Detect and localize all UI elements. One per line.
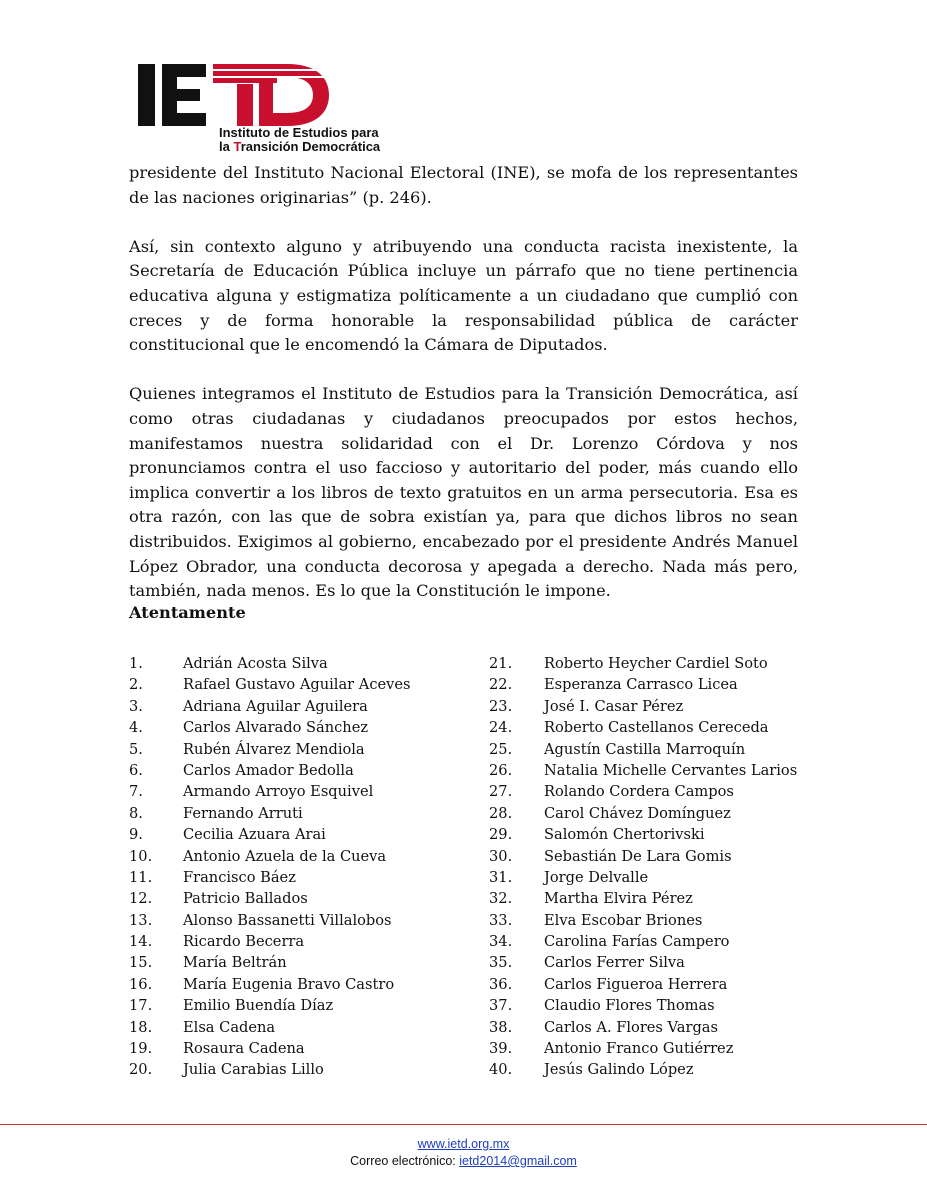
signatory-number: 40. (489, 1061, 513, 1079)
paragraph: Quienes integramos el Instituto de Estudios para la Transición Democrática, así como otras ciudadanas y ciudadanos preocupados por estos hechos, manifestamos nuestra solidaridad con el Dr. Lorenzo Córdova y nos pronunciamos contra el uso faccioso y autoritario del poder, más cuando ello implica convertir a los libros de texto gratuitos en un arma persecutoria. Esa es otra razón, con las que de sobra existían ya, para que dichos libros no sean distribuidos. Exigimos al gobierno, encabezado por el presidente Andrés Manuel López Obrador, una conducta decorosa y apegada a derecho. Nada más pero, también, nada menos. Es lo que la Constitución le impone. (129, 384, 798, 601)
signatory-number: 19. (129, 1040, 153, 1058)
signatory-number: 18. (129, 1018, 153, 1036)
signatory-name: Emilio Buendía Díaz (183, 997, 334, 1015)
signatory-row (129, 910, 411, 931)
signatory-number: 28. (489, 804, 513, 822)
signatory-row (489, 931, 797, 952)
signatory-name: Carolina Farías Campero (544, 933, 730, 951)
signatory-row (489, 1059, 797, 1080)
signatory-row (489, 888, 797, 909)
signatory-row (129, 696, 411, 717)
signatory-number: 12. (129, 890, 153, 908)
paragraph: presidente del Instituto Nacional Electoral (INE), se mofa de los representantes de las naciones originarias” (p. 246). (129, 163, 798, 207)
signatory-number: 24. (489, 719, 513, 737)
signatory-name: Claudio Flores Thomas (544, 997, 715, 1015)
signatory-row (489, 910, 797, 931)
signatory-row (129, 846, 411, 867)
signatory-name: Alonso Bassanetti Villalobos (183, 911, 392, 929)
signatory-number: 13. (129, 911, 153, 929)
signatory-row (129, 824, 411, 845)
signatory-name: Elva Escobar Briones (544, 911, 703, 929)
signatory-name: Agustín Castilla Marroquín (544, 740, 746, 758)
signatory-number: 25. (489, 740, 513, 758)
signatory-name: Armando Arroyo Esquivel (183, 783, 374, 801)
signatory-number: 33. (489, 911, 513, 929)
footer-divider (0, 1124, 927, 1125)
signatory-row (489, 717, 797, 738)
signatory-row (489, 824, 797, 845)
signatory-name: Carlos Amador Bedolla (183, 761, 354, 779)
signatory-row (129, 653, 411, 674)
signatory-row (129, 952, 411, 973)
signatory-name: Rosaura Cadena (183, 1040, 305, 1058)
signatory-number: 27. (489, 783, 513, 801)
signatory-row (129, 931, 411, 952)
signatory-row (129, 717, 411, 738)
signatory-row (129, 760, 411, 781)
website-link[interactable]: www.ietd.org.mx (417, 1137, 510, 1151)
signatory-name: Roberto Heycher Cardiel Soto (544, 655, 768, 672)
signatory-number: 4. (129, 719, 143, 737)
signatory-name: Cecilia Azuara Arai (183, 826, 326, 844)
signatory-row (489, 803, 797, 824)
signatory-number: 15. (129, 954, 153, 972)
logo-subtitle-line1: Instituto de Estudios para (219, 125, 379, 140)
signatory-row (129, 674, 411, 695)
signatory-row (489, 653, 797, 674)
signatory-name: Patricio Ballados (183, 890, 308, 908)
signatory-name: Antonio Azuela de la Cueva (183, 847, 387, 865)
signatory-number: 38. (489, 1018, 513, 1036)
signatory-name: Adriana Aguilar Aguilera (183, 697, 368, 715)
signatory-row (489, 1038, 797, 1059)
signatory-row (489, 781, 797, 802)
ietd-logo-mark (137, 62, 377, 128)
email-link[interactable]: ietd2014@gmail.com (459, 1154, 577, 1168)
signatory-row (129, 781, 411, 802)
signatory-name: Ricardo Becerra (183, 933, 305, 951)
signatory-name: Francisco Báez (183, 868, 296, 886)
signatory-row (489, 867, 797, 888)
signatory-row (489, 739, 797, 760)
signatory-name: José I. Casar Pérez (544, 697, 684, 715)
signatory-name: Carlos Alvarado Sánchez (183, 719, 369, 737)
logo-subtitle-line2: la Transición Democrática (219, 139, 381, 154)
signatory-row (129, 888, 411, 909)
signatory-number: 1. (129, 655, 143, 672)
signatory-number: 31. (489, 868, 513, 886)
signatory-number: 21. (489, 655, 513, 672)
signatory-row (129, 1059, 411, 1080)
signatory-number: 5. (129, 740, 143, 758)
signatory-row (489, 846, 797, 867)
signatory-name: Jorge Delvalle (544, 868, 649, 886)
letter-body (129, 161, 798, 628)
signatory-name: Elsa Cadena (183, 1018, 276, 1036)
paragraph: Así, sin contexto alguno y atribuyendo una conducta racista inexistente, la Secretaría de Educación Pública incluye un párrafo que no tiene pertinencia educativa alguna y estigmatiza políticamente a un ciudadano que cumplió con creces y de forma honorable la responsabilidad pública de carácter constitucional que le encomendó la Cámara de Diputados. (129, 236, 798, 355)
signatory-name: Rafael Gustavo Aguilar Aceves (183, 676, 411, 694)
signatory-name: Rolando Cordera Campos (544, 783, 734, 801)
signatory-number: 37. (489, 997, 513, 1015)
signatory-number: 32. (489, 890, 513, 908)
signatory-name: Julia Carabias Lillo (183, 1061, 324, 1079)
signatory-number: 30. (489, 847, 513, 865)
signatory-number: 7. (129, 783, 143, 801)
signatories-left-column (129, 653, 411, 1081)
signatory-name: María Beltrán (183, 954, 287, 972)
signatory-name: Jesús Galindo López (544, 1061, 694, 1079)
footer (0, 1136, 927, 1170)
signatory-number: 22. (489, 676, 513, 694)
ietd-logo (137, 62, 381, 157)
signatory-number: 20. (129, 1061, 153, 1079)
signatory-number: 2. (129, 676, 143, 694)
signatory-number: 6. (129, 761, 143, 779)
signatory-row (129, 974, 411, 995)
signatory-row (129, 995, 411, 1016)
signatory-row (129, 1017, 411, 1038)
signatory-name: Roberto Castellanos Cereceda (544, 719, 769, 737)
signatory-row (489, 1017, 797, 1038)
signatory-row (489, 952, 797, 973)
signatory-number: 29. (489, 826, 513, 844)
signatory-number: 3. (129, 697, 143, 715)
signatory-name: Carlos Ferrer Silva (544, 954, 685, 972)
signatory-number: 11. (129, 868, 153, 886)
signatory-name: Sebastián De Lara Gomis (544, 847, 732, 865)
signatory-name: Antonio Franco Gutiérrez (544, 1040, 734, 1058)
signatory-name: Martha Elvira Pérez (544, 890, 693, 908)
signatory-number: 26. (489, 761, 513, 779)
signatory-name: Natalia Michelle Cervantes Larios (544, 761, 798, 779)
signatories-right-column (489, 653, 797, 1081)
signatory-row (129, 803, 411, 824)
signatory-number: 35. (489, 954, 513, 972)
signatory-name: Fernando Arruti (183, 804, 303, 822)
signatory-number: 36. (489, 975, 513, 993)
signatory-name: Carol Chávez Domínguez (544, 804, 731, 822)
signatory-number: 39. (489, 1040, 513, 1058)
email-label: Correo electrónico: (350, 1154, 460, 1168)
signatory-row (489, 995, 797, 1016)
signatory-row (489, 696, 797, 717)
signatory-name: Salomón Chertorivski (544, 826, 705, 844)
signatory-number: 34. (489, 933, 513, 951)
signatory-name: Carlos A. Flores Vargas (544, 1018, 718, 1036)
signatory-name: Rubén Álvarez Mendiola (183, 740, 365, 758)
signatory-number: 16. (129, 975, 153, 993)
signatory-row (129, 1038, 411, 1059)
signatory-row (129, 739, 411, 760)
signatory-row (489, 760, 797, 781)
signatory-name: Carlos Figueroa Herrera (544, 975, 728, 993)
signatory-name: Adrián Acosta Silva (183, 655, 328, 672)
signatory-name: Esperanza Carrasco Licea (544, 676, 738, 694)
signatory-row (489, 674, 797, 695)
signatory-number: 14. (129, 933, 153, 951)
signatory-row (129, 867, 411, 888)
signatory-name: María Eugenia Bravo Castro (183, 975, 395, 993)
signatory-number: 10. (129, 847, 153, 865)
signatory-row (489, 974, 797, 995)
signature-title: Atentamente (129, 603, 246, 622)
signatory-number: 8. (129, 804, 143, 822)
signatory-number: 9. (129, 826, 143, 844)
signatory-number: 23. (489, 697, 513, 715)
signatory-number: 17. (129, 997, 153, 1015)
